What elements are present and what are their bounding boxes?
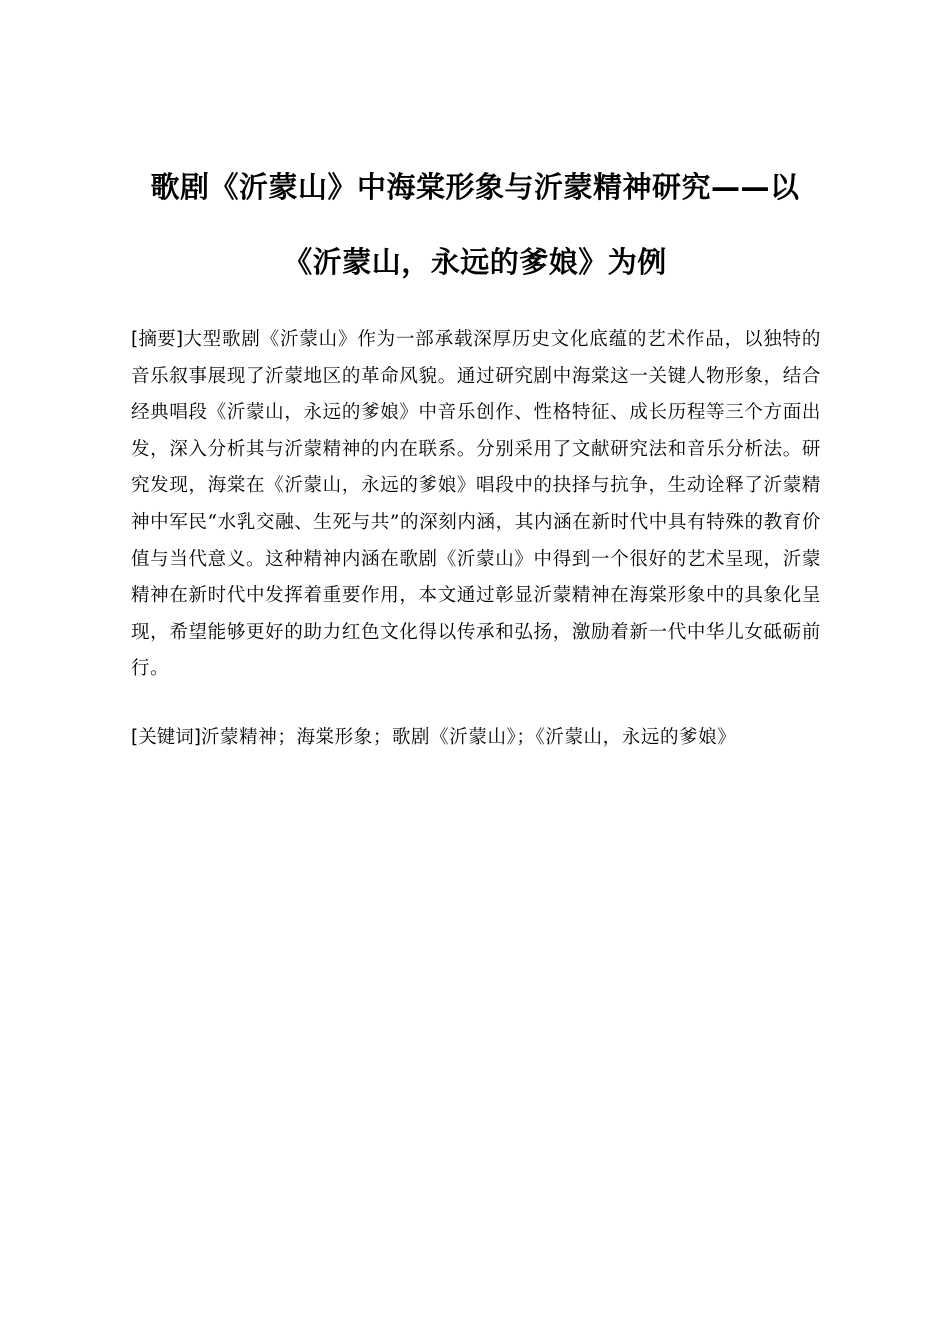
keywords-text: 沂蒙精神；海棠形象；歌剧《沂蒙山》；《沂蒙山，永远的爹娘》 xyxy=(200,727,737,748)
title-line-2: 《沂蒙山，永远的爹娘》为例 xyxy=(283,245,667,279)
title-line-1: 歌剧《沂蒙山》中海棠形象与沂蒙精神研究——以 xyxy=(150,170,800,204)
keywords-paragraph xyxy=(131,720,821,756)
keywords-label: [关键词] xyxy=(131,727,201,748)
abstract-text: 大型歌剧《沂蒙山》作为一部承载深厚历史文化底蕴的艺术作品，以独特的音乐叙事展现了沂蒙地区的革命风貌。通过研究剧中海棠这一关键人物形象，结合经典唱段《沂蒙山，永远的爹娘》中音乐创作、性格特征、成长历程等三个方面出发，深入分析其与沂蒙精神的内在联系。分别采用了文献研究法和音乐分析法。研究发现，海棠在《沂蒙山，永远的爹娘》唱段中的抉择与抗争，生动诠释了沂蒙精神中军民“水乳交融、生死与共”的深刻内涵，其内涵在新时代中具有特殊的教育价值与当代意义。这种精神内涵在歌剧《沂蒙山》中得到一个很好的艺术呈现，沂蒙精神在新时代中发挥着重要作用，本文通过彰显沂蒙精神在海棠形象中的具象化呈现，希望能够更好的助力红色文化得以传承和弘扬，激励着新一代中华儿女砥砺前行。 xyxy=(131,329,821,680)
abstract-paragraph xyxy=(131,322,821,688)
abstract-label: [摘要] xyxy=(131,329,184,350)
